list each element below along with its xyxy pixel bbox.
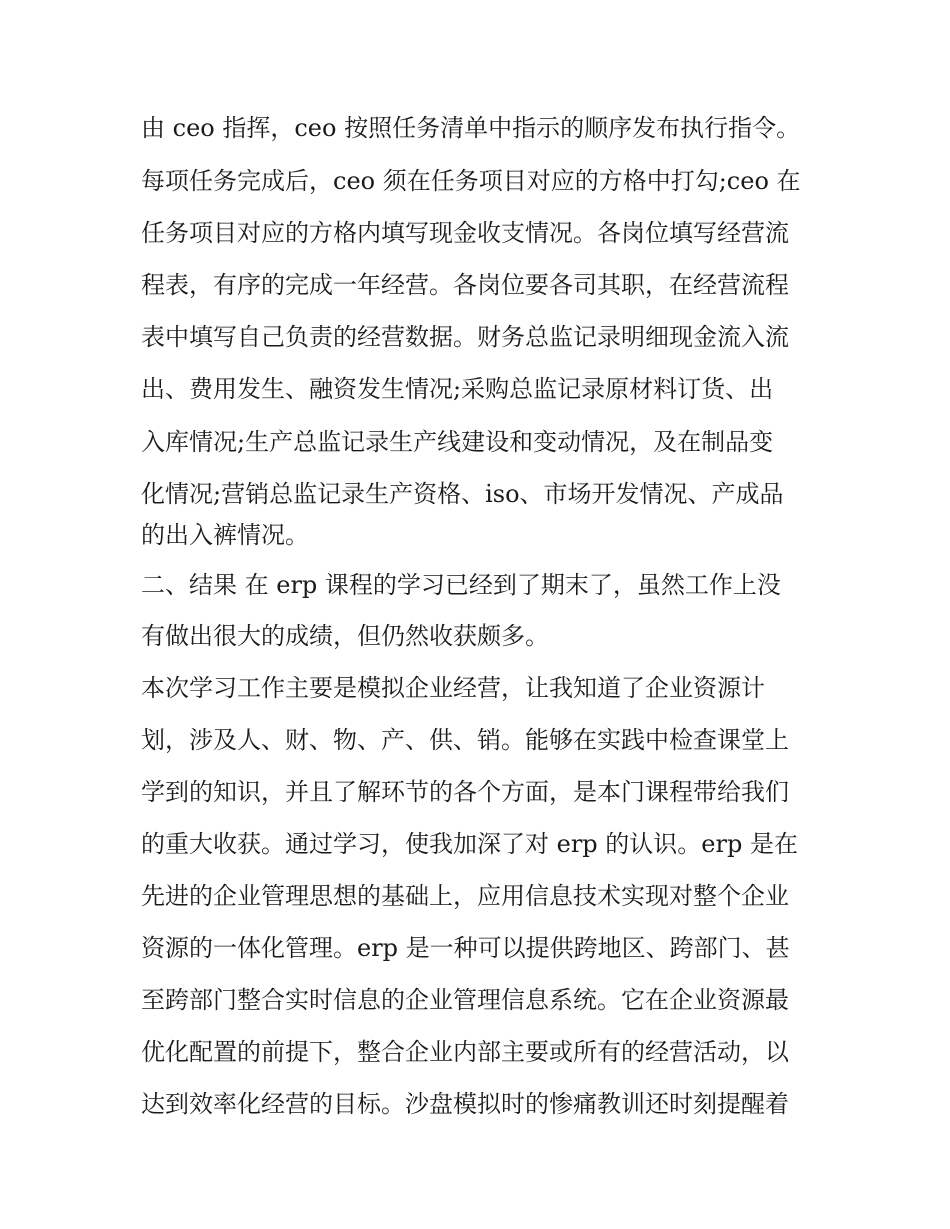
text-line: 出、费用发生、融资发生情况;采购总监记录原材料订货、出 (141, 375, 774, 403)
text-line: 达到效率化经营的目标。沙盘模拟时的惨痛教训还时刻提醒着 (141, 1090, 789, 1118)
text-line: 学到的知识，并且了解环节的各个方面，是本门课程带给我们 (141, 778, 789, 806)
text-line: 划，涉及人、财、物、产、供、销。能够在实践中检查课堂上 (141, 726, 789, 754)
text-line: 本次学习工作主要是模拟企业经营，让我知道了企业资源计 (141, 674, 765, 702)
text-line: 的出入裤情况。 (141, 521, 309, 549)
text-line: 任务项目对应的方格内填写现金收支情况。各岗位填写经营流 (141, 219, 789, 247)
text-line: 每项任务完成后，ceo 须在任务项目对应的方格中打勾;ceo 在 (141, 167, 801, 195)
text-line: 二、结果 在 erp 课程的学习已经到了期末了，虽然工作上没 (141, 571, 781, 599)
text-line: 由 ceo 指挥，ceo 按照任务清单中指示的顺序发布执行指令。 (141, 114, 801, 142)
text-line: 表中填写自己负责的经营数据。财务总监记录明细现金流入流 (141, 323, 789, 351)
text-line: 至跨部门整合实时信息的企业管理信息系统。它在企业资源最 (141, 986, 789, 1014)
text-line: 优化配置的前提下，整合企业内部主要或所有的经营活动，以 (141, 1038, 789, 1066)
text-line: 先进的企业管理思想的基础上，应用信息技术实现对整个企业 (141, 882, 789, 910)
text-line: 资源的一体化管理。erp 是一种可以提供跨地区、跨部门、甚 (141, 934, 790, 962)
text-line: 程表，有序的完成一年经营。各岗位要各司其职，在经营流程 (141, 271, 789, 299)
text-line: 入库情况;生产总监记录生产线建设和变动情况，及在制品变 (141, 428, 774, 456)
text-line: 的重大收获。通过学习，使我加深了对 erp 的认识。erp 是在 (141, 830, 798, 858)
text-line: 有做出很大的成绩，但仍然收获颇多。 (141, 622, 549, 650)
text-line: 化情况;营销总监记录生产资格、iso、市场开发情况、产成品 (141, 480, 784, 508)
